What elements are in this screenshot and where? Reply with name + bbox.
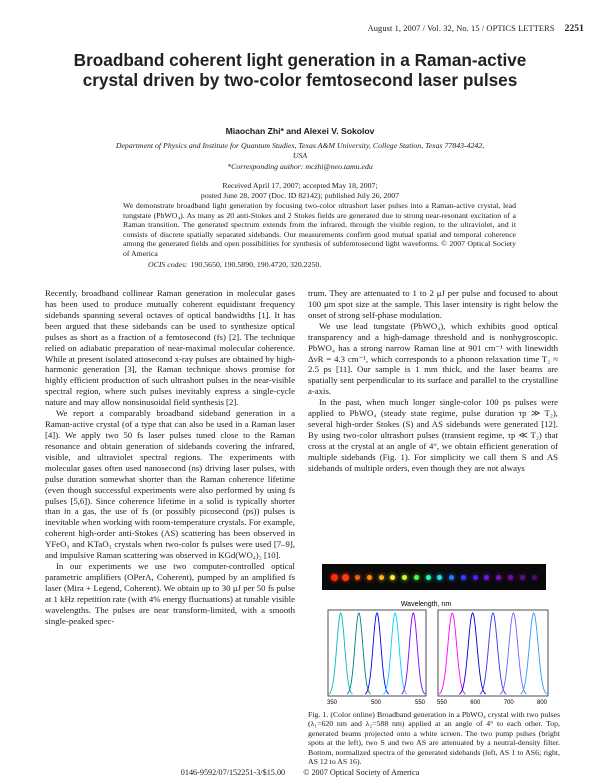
authors: Miaochan Zhi* and Alexei V. Sokolov [225, 126, 375, 136]
running-header [0, 24, 584, 34]
spectrum-peak [402, 613, 426, 694]
beam-spot [508, 575, 513, 580]
beam-spot [367, 575, 372, 580]
dates-block [110, 181, 490, 200]
spectrum-peak [500, 613, 526, 694]
affiliation: Department of Physics and Institute for Quantum Studies, Texas A&M University, College Station, Texas 77843-4242, USA [115, 141, 485, 161]
tick-label: 550 [414, 700, 426, 706]
ocis-codes [148, 260, 321, 269]
beam-spot [402, 575, 407, 580]
beam-spot [520, 575, 525, 580]
tick-label: 600 [470, 700, 481, 706]
spectra-plot [308, 598, 558, 708]
beam-spot [379, 575, 384, 580]
page-number: 2251 [564, 24, 584, 34]
corresponding-author: *Corresponding author: mczhi@neo.tamu.edu [227, 161, 373, 171]
paper-title: Broadband coherent light generation in a Raman-active crystal driven by two-color femtosecond laser pulses [73, 50, 527, 90]
right-column [308, 288, 558, 474]
spectrum-peak [329, 613, 353, 694]
beam-spot [532, 575, 537, 580]
spectrum-peak [383, 613, 407, 694]
beam-spot [342, 574, 349, 581]
spectrum-peak [347, 613, 371, 694]
spectrum-peak [459, 613, 485, 694]
ocis-label: OCIS codes: [148, 260, 188, 269]
tick-label: 550 [436, 700, 448, 706]
beam-spot [414, 575, 419, 580]
beam-spot [426, 575, 431, 580]
left-spectra-panel [327, 610, 426, 706]
tick-label: 350 [326, 700, 338, 706]
paragraph: We report a comparably broadband sideband generation in a Raman-active crystal (of a type that can also be used in a Raman laser [4]). We apply two 50 fs laser pulses tuned close to the Raman resonance and obtain generation of sidebands covering the infrared, visible, and ultraviolet spectral regions. The experiments with molecular gases often used nanosecond (ns) driving laser pulses, with pulse duration somewhat shorter than the Raman coherence lifetime (even though successful experiments were also performed by using fs pulses [5,6]). Since coherence lifetime in a solid is typically shorter than in a gas, the use of fs (or possibly picosecond (ps)) pulses is inevitable when working with room-temperature crystals. For example, coherent high-order anti-Stokes (AS) scattering has been observed in YFeO₃ and KTaO₃ crystals when two-color fs pulses were used [7–9], and impulsive Raman scattering was observed in KGd(WO₄)₂ [10]. [45, 408, 295, 561]
right-peaks [439, 613, 547, 694]
paragraph: trum. They are attenuated to 1 to 2 μJ per pulse and focused to about 100 μm spot size at the sample. This laser intensity is right below the onset of strong self-phase modulation. [308, 288, 558, 320]
abstract: We demonstrate broadband light generation by focusing two-color ultrashort laser pulses into a Raman-active crystal, lead tungstate (PbWO₄). As many as 20 anti-Stokes and 2 Stokes fields are generated due to strong near-resonant excitation of a Raman transition. The generated spectrum extends from the infrared, through the visible region, to the ultraviolet, and it consists of discrete spatially separated sidebands. Our measurements confirm good mutual spatial and temporal coherence among the generated fields and open possibilities for synthesis of subfemtosecond light waveforms. © 2007 Optical Society of America [123, 201, 516, 258]
beam-spot [331, 574, 338, 581]
beam-spot [355, 575, 360, 580]
ocis-values: 190.5650, 190.5890, 190.4720, 320.2250. [190, 260, 322, 269]
article-code: 0146-9592/07/152251-3/$15.00 [180, 768, 286, 777]
axis-title: Wavelength, nm [400, 601, 452, 608]
copyright: © 2007 Optical Society of America [303, 768, 420, 777]
left-peaks [329, 613, 425, 694]
paragraph: In the past, when much longer single-color 100 ps pulses were applied to PbWO₄ (steady state regime, pulse duration τp ≫ T₂), several high-order Stokes (S) and AS sidebands were generated [12]. By using two-color ultrashort pulses (transient regime, τp ≪ T₂) that cross at the crystal at an angle of 4°, we obtain efficient generation of multiple sidebands (Fig. 1). For simplicity we call them S and AS sidebands of multiple orders, even though they are not always [308, 397, 558, 473]
beam-spot [473, 575, 478, 580]
left-tick-labels [327, 700, 426, 706]
beam-spots-photo [322, 564, 546, 590]
beam-spot [461, 575, 466, 580]
left-column [45, 288, 295, 627]
beam-spot [449, 575, 454, 580]
tick-label: 800 [536, 700, 548, 706]
paragraph: Recently, broadband collinear Raman generation in molecular gases has been used to produce mutually coherent equidistant frequency sidebands spanning several octaves of optical bandwidths [1]. It has been argued that these sidebands can be used to synthesize optical pulses as short as a fraction of a femtosecond (fs) [2]. The technique relied on adiabatic preparation of near-maximal molecular coherence. While at present isolated attosecond x-ray pulses are obtained by high-harmonic generation [3], the Raman technique shows promise for highly efficient production of such ultrashort pulses in the near-visible spectral region, where such pulses inevitably express a single-cycle nature and may allow nonsinusoidal field synthesis [2]. [45, 288, 295, 408]
beam-spot [496, 575, 501, 580]
spectrum-peak [439, 613, 465, 694]
beam-spot [437, 575, 442, 580]
journal-line: August 1, 2007 / Vol. 32, No. 15 / OPTICS LETTERS [367, 24, 555, 33]
paragraph: In our experiments we use two computer-controlled optical parametric amplifiers (OPerA, Coherent), pumped by an amplified fs laser (Mira + Legend, Coherent). We obtain up to 30 μJ per 50 fs pulse at 1 kHz repetition rate (with 4% energy fluctuations) at tunable visible wavelengths. The pulses are near transform-limited, with a smooth single-peaked spec- [45, 561, 295, 626]
figure-1 [308, 556, 558, 708]
right-spectra-panel [437, 610, 548, 706]
tick-label: 700 [503, 700, 514, 706]
tick-label: 500 [370, 700, 382, 706]
published-line: posted June 28, 2007 (Doc. ID 82142); published July 26, 2007 [200, 190, 400, 200]
figure-caption: Fig. 1. (Color online) Broadband generation in a PbWO₄ crystal with two pulses (λ₁=620 nm and λ₂=588 nm) applied at an angle of 4° to each other. Top, generated beams projected onto a white screen. The two pump pulses (bright spots at the left), two S and two AS are attenuated by a neutral-density filter. Bottom, normalized spectra of the generated sidebands (left, AS 1 to AS6; right, AS 12 to AS 16). [308, 710, 560, 767]
paragraph: We use lead tungstate (PbWO₄), which exhibits good optical transparency and a high-damage threshold and is nonhygroscopic. PbWO₄ has a strong narrow Raman line at 901 cm⁻¹ with linewidth ΔνR = 4.3 cm⁻¹, which corresponds to a phonon relaxation time T₂ ≈ 2.5 ps [11]. Our sample is 1 mm thick, and the laser beams are spatially sent perpendicular to its surface and parallel to the crystalline a-axis. [308, 320, 558, 397]
beam-spot [390, 575, 395, 580]
affiliation-block [110, 141, 490, 172]
spectrum-peak [480, 613, 506, 694]
right-tick-labels [437, 700, 548, 706]
beam-spot [484, 575, 489, 580]
received-line: Received April 17, 2007; accepted May 18, 2007; [222, 181, 378, 190]
spectrum-peak [365, 613, 389, 694]
spectrum-peak [521, 613, 547, 694]
